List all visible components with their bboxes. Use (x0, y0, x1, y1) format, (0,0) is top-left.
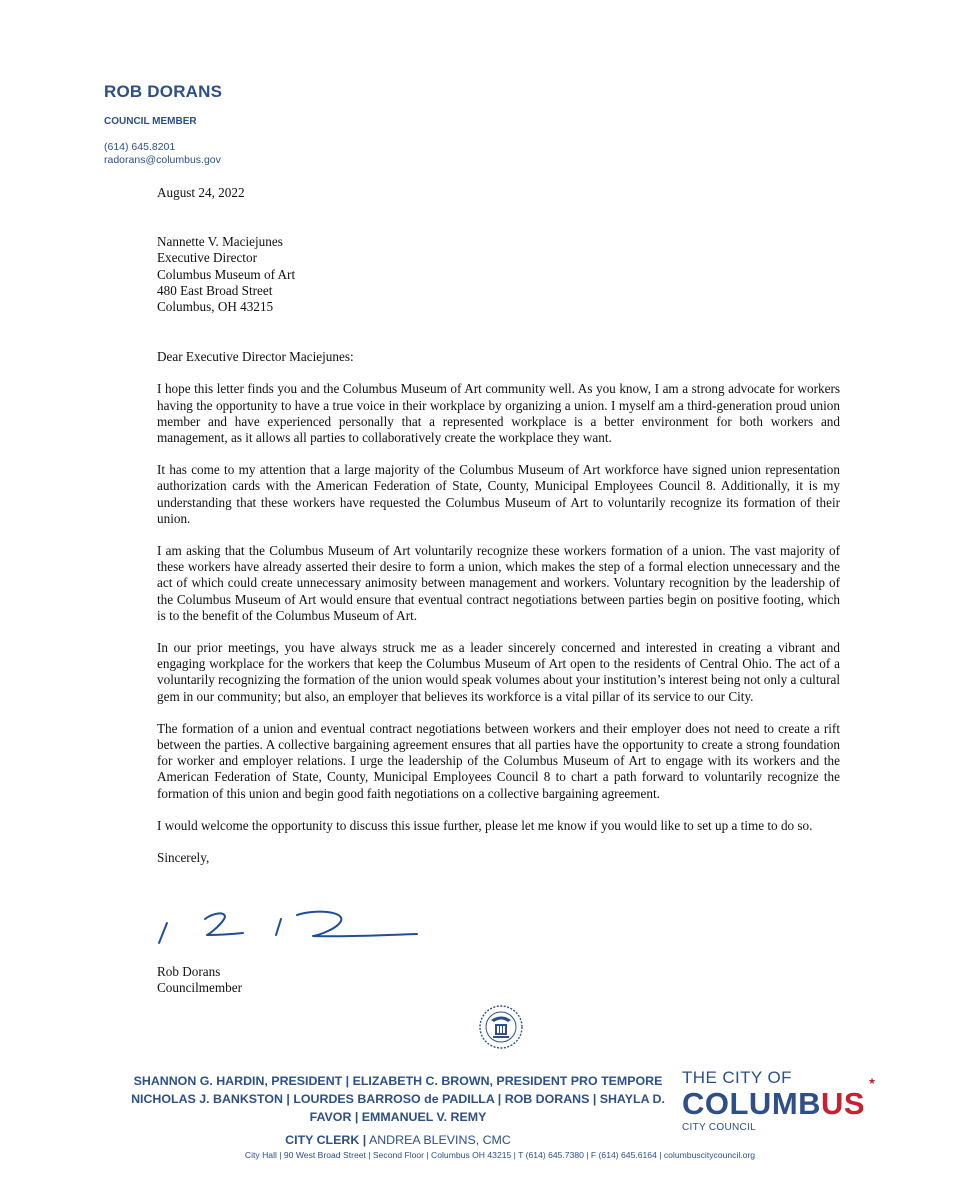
paragraph: I hope this letter finds you and the Columbus Museum of Art community well. As you know, I am a strong advocate for workers having the opportunity to have a true voice in their workplace by organizing a union. I myself am a third-generation proud union member and have experienced personally that a represented workplace is a better environment for both workers and management, as it allows all parties to collaboratively create the workplace they want. (157, 381, 840, 446)
logo-top-text: THE CITY OF (682, 1068, 792, 1087)
recipient-name: Nannette V. Maciejunes (157, 234, 283, 250)
paragraph: I would welcome the opportunity to discuss this issue further, please let me know if you would like to set up a time to do so. (157, 817, 813, 833)
council-members-list (118, 1072, 678, 1126)
letter-body (157, 185, 840, 866)
city-clerk (118, 1132, 678, 1148)
clerk-label: CITY CLERK | (285, 1133, 367, 1147)
council-member-name: ROB DORANS (104, 82, 223, 101)
members-line: NICHOLAS J. BANKSTON | LOURDES BARROSO de PADILLA | ROB DORANS | SHAYLA D. (131, 1092, 665, 1106)
letterhead (104, 82, 222, 167)
city-seal-icon (478, 1003, 524, 1051)
members-line: SHANNON G. HARDIN, PRESIDENT | ELIZABETH C. BROWN, PRESIDENT PRO TEMPORE (133, 1074, 663, 1088)
recipient-address (157, 234, 840, 315)
clerk-name: ANDREA BLEVINS, CMC (368, 1133, 511, 1147)
letter-date: August 24, 2022 (157, 185, 245, 200)
logo-bottom-text: CITY COUNCIL (682, 1122, 756, 1133)
city-of-columbus-logo (682, 1068, 922, 1134)
paragraph: In our prior meetings, you have always struck me as a leader sincerely concerned and interested in creating a vibrant and engaging workplace for the workers that keep the Columbus Museum of Art open to the residents of Central Ohio. The act of a voluntarily recognizing the formation of the union would speak volumes about your institution’s interest being not only a cultural gem in our community; but also, an employer that believes its workforce is a vital pillar of its service to our City. (157, 640, 840, 704)
handwritten-signature (155, 905, 425, 945)
signer-name: Rob Dorans (157, 964, 221, 979)
logo-wordmark-blue: COLUMB (682, 1086, 822, 1121)
paragraph: It has come to my attention that a large majority of the Columbus Museum of Art workforce have signed union representation authorization cards with the American Federation of State, County, Municipal Employees Council 8. Additionally, it is my understanding that these workers have requested the Columbus Museum of Art to voluntarily recognize its formation of their union. (157, 462, 840, 526)
signer-title: Councilmember (157, 980, 242, 996)
logo-wordmark (682, 1087, 922, 1121)
paragraph: I am asking that the Columbus Museum of Art voluntarily recognize these workers formation of a union. The vast majority of these workers have already asserted their desire to form a union, which makes the step of a formal election unnecessary and the act of which could create unnecessary animosity between management and workers. Voluntary recognition by the leadership of the Columbus Museum of Art would ensure that eventual contract negotiations between parties begin on positive footing, which is to the benefit of the Columbus Museum of Art. (157, 543, 840, 623)
paragraph: The formation of a union and eventual contract negotiations between workers and their employer does not need to create a rift between the parties. A collective bargaining agreement ensures that all parties have the opportunity to create a strong foundation for worker and employer relations. I urge the leadership of the Columbus Museum of Art to engage with its workers and the American Federation of State, County, Municipal Employees Council 8 to chart a path forward to voluntarily recognize the formation of this union and begin good faith negotiations on a collective bargaining agreement. (157, 720, 840, 801)
recipient-city: Columbus, OH 43215 (157, 299, 274, 315)
contact-info (104, 141, 222, 167)
council-member-title: COUNCIL MEMBER (104, 116, 197, 127)
salutation: Dear Executive Director Maciejunes: (157, 349, 354, 365)
signer-block (157, 964, 242, 996)
city-hall-address: City Hall | 90 West Broad Street | Second Floor | Columbus OH 43215 | T (614) 645.7380 | F (614) 645.6164 | columbuscitycouncil.org (244, 1150, 756, 1160)
phone-number: (614) 645.8201 (104, 141, 176, 153)
logo-wordmark-red: US (821, 1086, 866, 1121)
members-line: FAVOR | EMMANUEL V. REMY (309, 1110, 487, 1124)
email-address: radorans@columbus.gov (104, 154, 221, 166)
closing: Sincerely, (157, 850, 210, 866)
star-icon: ★ (868, 1076, 877, 1086)
recipient-street: 480 East Broad Street (157, 282, 273, 298)
recipient-organization: Columbus Museum of Art (157, 266, 296, 282)
recipient-title: Executive Director (157, 250, 257, 266)
